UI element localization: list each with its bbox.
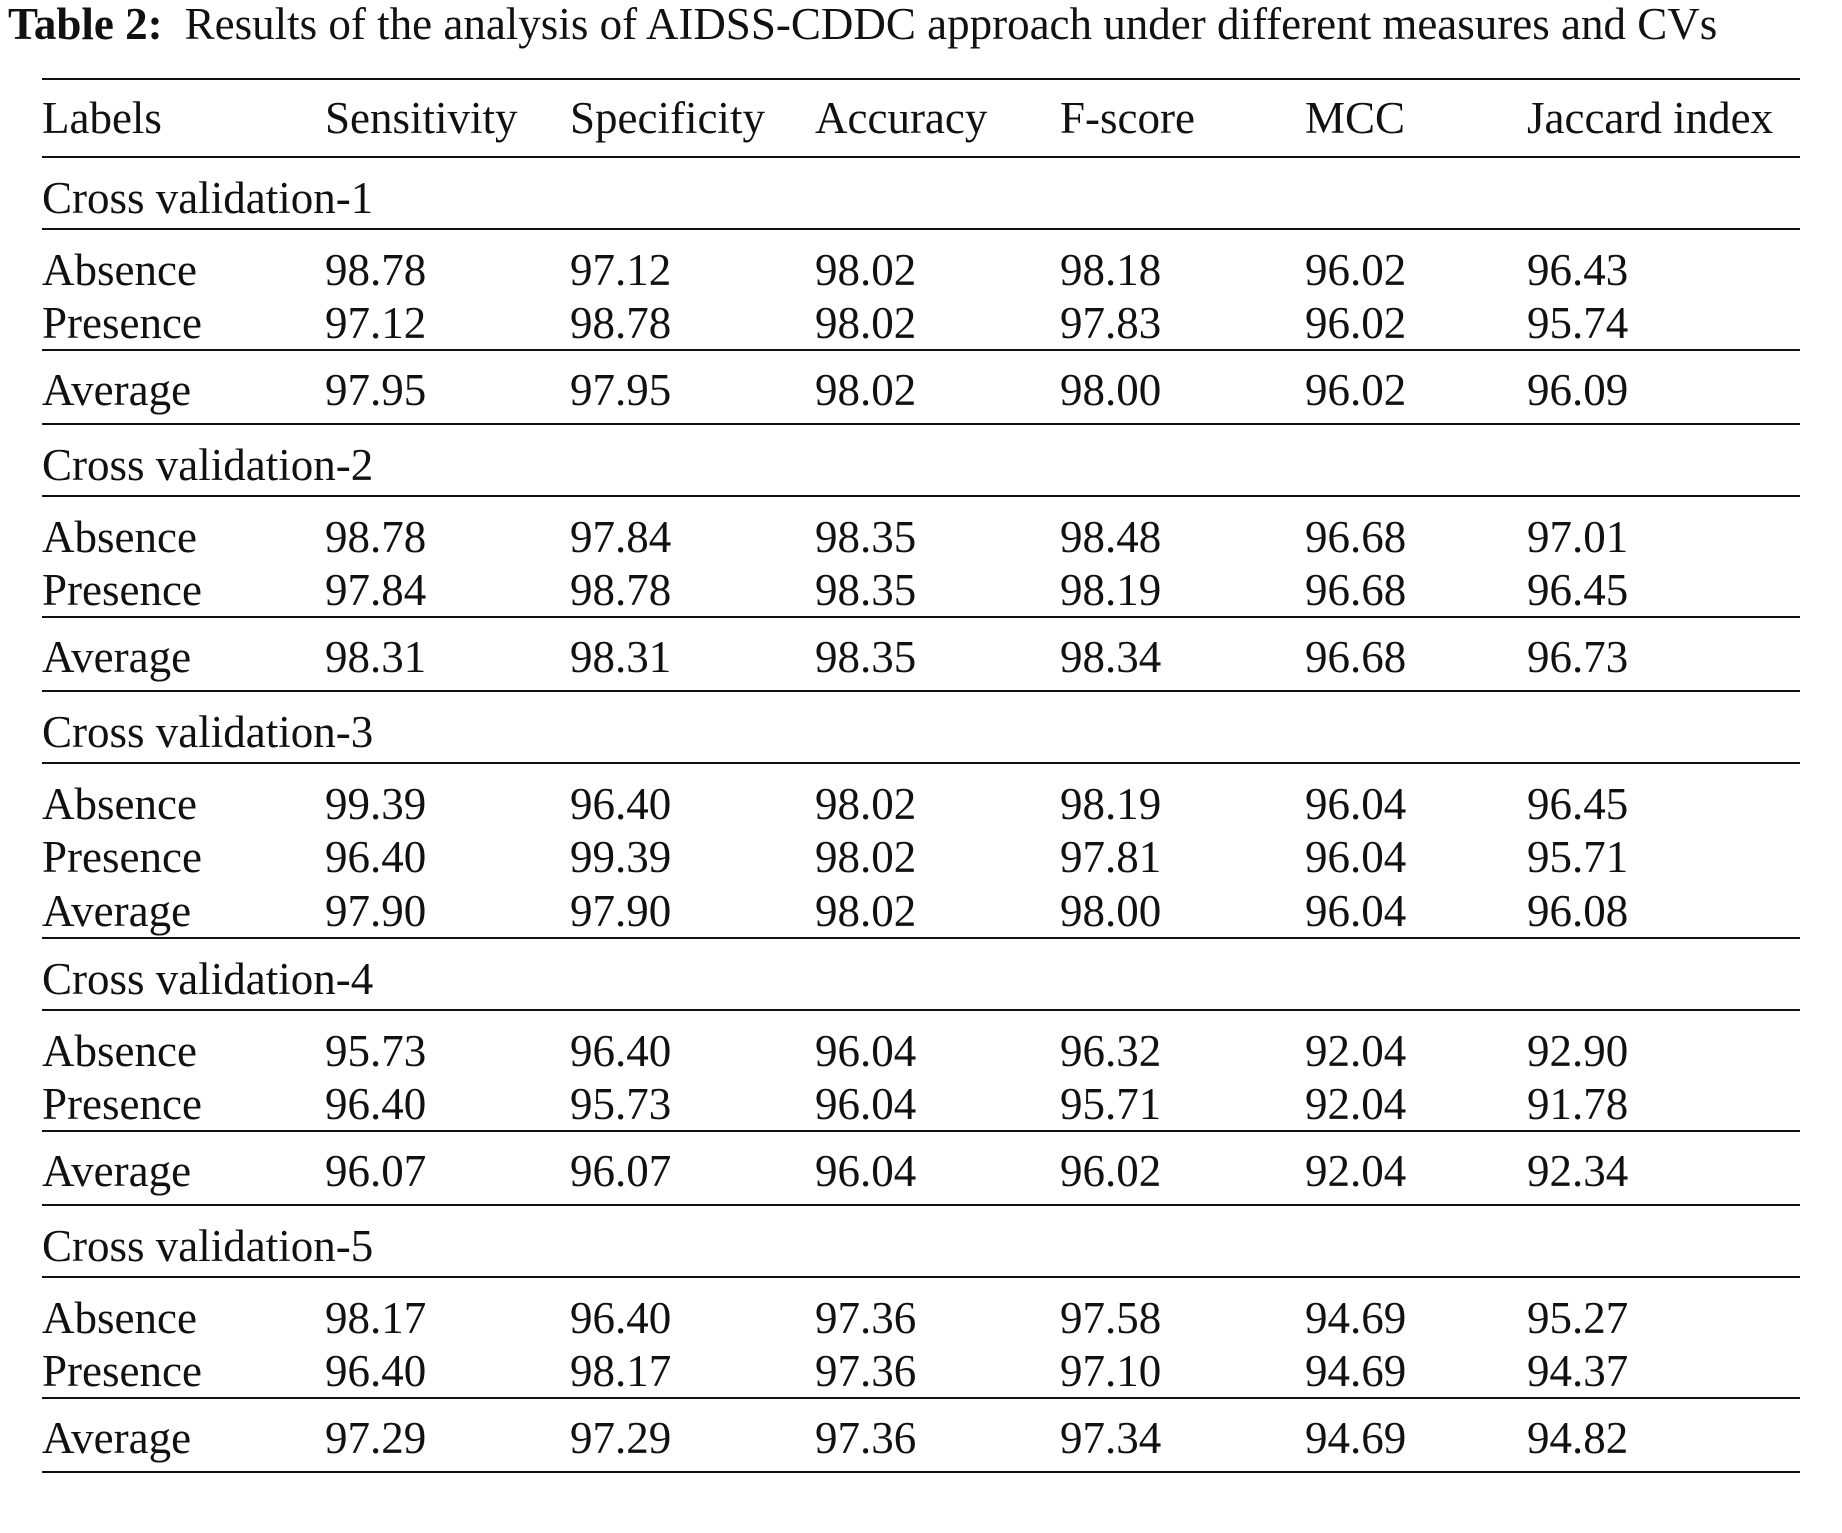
table-cell: 98.78 [325, 512, 427, 562]
table-cell: 91.78 [1527, 1078, 1629, 1129]
table-cell: 96.07 [570, 1146, 672, 1196]
table-cell: 97.10 [1060, 1345, 1162, 1396]
table-cell: 98.35 [815, 512, 917, 562]
table-cell: 96.04 [815, 1026, 917, 1076]
table-cell: 98.78 [570, 297, 672, 348]
average-row [42, 350, 1800, 424]
table-cell: 99.39 [570, 832, 672, 882]
table-row [42, 1077, 1800, 1131]
column-header-accuracy: Accuracy [815, 93, 988, 143]
table-cell: 96.40 [325, 1345, 427, 1396]
table-row [42, 830, 1800, 884]
row-label: Presence [42, 1345, 202, 1396]
row-label: Absence [42, 1293, 197, 1343]
row-label: Absence [42, 1026, 197, 1076]
table-cell: 97.34 [1060, 1413, 1162, 1463]
row-label: Average [42, 1146, 192, 1196]
table-cell: 96.40 [570, 1026, 672, 1076]
section-title: Cross validation-5 [42, 1221, 374, 1271]
column-header-labels: Labels [42, 93, 162, 143]
section-title: Cross validation-3 [42, 707, 374, 757]
table-cell: 98.00 [1060, 885, 1162, 936]
table-cell: 96.02 [1305, 365, 1407, 415]
table-cell: 96.73 [1527, 632, 1629, 682]
column-header-f-score: F-score [1060, 93, 1195, 143]
section-title: Cross validation-1 [42, 173, 374, 223]
row-label: Presence [42, 297, 202, 348]
table-caption-label: Table 2: [8, 0, 163, 49]
table-cell: 96.45 [1527, 564, 1629, 615]
column-header-jaccard-index: Jaccard index [1527, 93, 1774, 143]
table-cell: 98.31 [325, 632, 427, 682]
table-cell: 97.90 [570, 885, 672, 936]
table-cell: 98.02 [815, 885, 917, 936]
table-cell: 96.04 [815, 1146, 917, 1196]
table-cell: 98.35 [815, 564, 917, 615]
table-cell: 99.39 [325, 779, 427, 829]
table-cell: 92.04 [1305, 1146, 1407, 1196]
table-cell: 97.36 [815, 1293, 917, 1343]
section-title: Cross validation-4 [42, 954, 374, 1004]
table-cell: 96.40 [325, 1078, 427, 1129]
table-cell: 96.68 [1305, 564, 1407, 615]
table-cell: 97.84 [570, 512, 672, 562]
table-cell: 96.04 [1305, 779, 1407, 829]
table-cell: 98.17 [325, 1293, 427, 1343]
table-cell: 98.34 [1060, 632, 1162, 682]
column-header-specificity: Specificity [570, 93, 765, 143]
table-cell: 98.31 [570, 632, 672, 682]
table-cell: 96.04 [1305, 832, 1407, 882]
table-caption [8, 0, 1717, 50]
table-cell: 96.68 [1305, 632, 1407, 682]
table-cell: 96.45 [1527, 779, 1629, 829]
table-cell: 98.78 [325, 245, 427, 295]
section-header-row [42, 938, 1800, 1010]
table-cell: 94.82 [1527, 1413, 1629, 1463]
table-row [42, 296, 1800, 350]
table-cell: 98.02 [815, 297, 917, 348]
table-cell: 98.02 [815, 832, 917, 882]
table-cell: 96.40 [570, 779, 672, 829]
table-body [42, 157, 1800, 1472]
table-cell: 95.73 [325, 1026, 427, 1076]
table-cell: 97.29 [325, 1413, 427, 1463]
average-row [42, 617, 1800, 691]
average-row [42, 1398, 1800, 1472]
row-label: Presence [42, 564, 202, 615]
table-cell: 97.36 [815, 1413, 917, 1463]
table-cell: 94.37 [1527, 1345, 1629, 1396]
row-label: Absence [42, 779, 197, 829]
row-label: Average [42, 1413, 192, 1463]
table-cell: 97.84 [325, 564, 427, 615]
table-cell: 96.40 [325, 832, 427, 882]
table-caption-text: Results of the analysis of AIDSS-CDDC approach under different measures and CVs [184, 0, 1718, 49]
table-cell: 95.71 [1527, 832, 1629, 882]
table-cell: 98.02 [815, 365, 917, 415]
table-cell: 98.02 [815, 779, 917, 829]
table-cell: 97.29 [570, 1413, 672, 1463]
table-cell: 92.04 [1305, 1078, 1407, 1129]
table-cell: 95.71 [1060, 1078, 1162, 1129]
table-cell: 97.90 [325, 885, 427, 936]
table-cell: 92.04 [1305, 1026, 1407, 1076]
table-cell: 92.90 [1527, 1026, 1629, 1076]
row-label: Absence [42, 245, 197, 295]
average-row [42, 884, 1800, 938]
table-row [42, 1010, 1800, 1077]
table-cell: 96.40 [570, 1293, 672, 1343]
row-label: Average [42, 885, 192, 936]
table-cell: 97.36 [815, 1345, 917, 1396]
table-cell: 97.81 [1060, 832, 1162, 882]
table-cell: 97.95 [325, 365, 427, 415]
table-row [42, 496, 1800, 563]
table-cell: 95.73 [570, 1078, 672, 1129]
table-cell: 97.95 [570, 365, 672, 415]
table-cell: 94.69 [1305, 1345, 1407, 1396]
table-cell: 97.58 [1060, 1293, 1162, 1343]
table-cell: 97.83 [1060, 297, 1162, 348]
table-cell: 98.17 [570, 1345, 672, 1396]
table-cell: 98.19 [1060, 779, 1162, 829]
section-title: Cross validation-2 [42, 440, 374, 490]
table-cell: 98.18 [1060, 245, 1162, 295]
table-cell: 96.07 [325, 1146, 427, 1196]
table-row [42, 229, 1800, 296]
column-header-mcc: MCC [1305, 93, 1406, 143]
table-cell: 96.32 [1060, 1026, 1162, 1076]
table-cell: 98.02 [815, 245, 917, 295]
table-row [42, 1277, 1800, 1344]
table-cell: 92.34 [1527, 1146, 1629, 1196]
section-header-row [42, 1205, 1800, 1277]
table-cell: 97.01 [1527, 512, 1629, 562]
table-cell: 96.04 [1305, 885, 1407, 936]
section-header-row [42, 691, 1800, 763]
table-cell: 96.02 [1060, 1146, 1162, 1196]
table-row [42, 763, 1800, 830]
table-cell: 98.48 [1060, 512, 1162, 562]
row-label: Presence [42, 1078, 202, 1129]
table-cell: 96.09 [1527, 365, 1629, 415]
table-cell: 96.02 [1305, 245, 1407, 295]
row-label: Absence [42, 512, 197, 562]
table-cell: 94.69 [1305, 1293, 1407, 1343]
section-header-row [42, 424, 1800, 496]
table-cell: 98.78 [570, 564, 672, 615]
row-label: Presence [42, 832, 202, 882]
table-cell: 98.00 [1060, 365, 1162, 415]
table-cell: 94.69 [1305, 1413, 1407, 1463]
table-cell: 98.19 [1060, 564, 1162, 615]
average-row [42, 1131, 1800, 1205]
table-cell: 96.68 [1305, 512, 1407, 562]
results-table [42, 78, 1800, 1473]
table-cell: 96.08 [1527, 885, 1629, 936]
row-label: Average [42, 365, 192, 415]
table-cell: 95.74 [1527, 297, 1629, 348]
section-header-row [42, 157, 1800, 229]
table-cell: 96.43 [1527, 245, 1629, 295]
table-cell: 96.04 [815, 1078, 917, 1129]
table-cell: 96.02 [1305, 297, 1407, 348]
table-row [42, 563, 1800, 617]
row-label: Average [42, 632, 192, 682]
table-row [42, 1344, 1800, 1398]
table-cell: 97.12 [570, 245, 672, 295]
table-cell: 98.35 [815, 632, 917, 682]
column-header-sensitivity: Sensitivity [325, 93, 518, 143]
header-row [42, 79, 1800, 157]
table-cell: 97.12 [325, 297, 427, 348]
table-cell: 95.27 [1527, 1293, 1629, 1343]
